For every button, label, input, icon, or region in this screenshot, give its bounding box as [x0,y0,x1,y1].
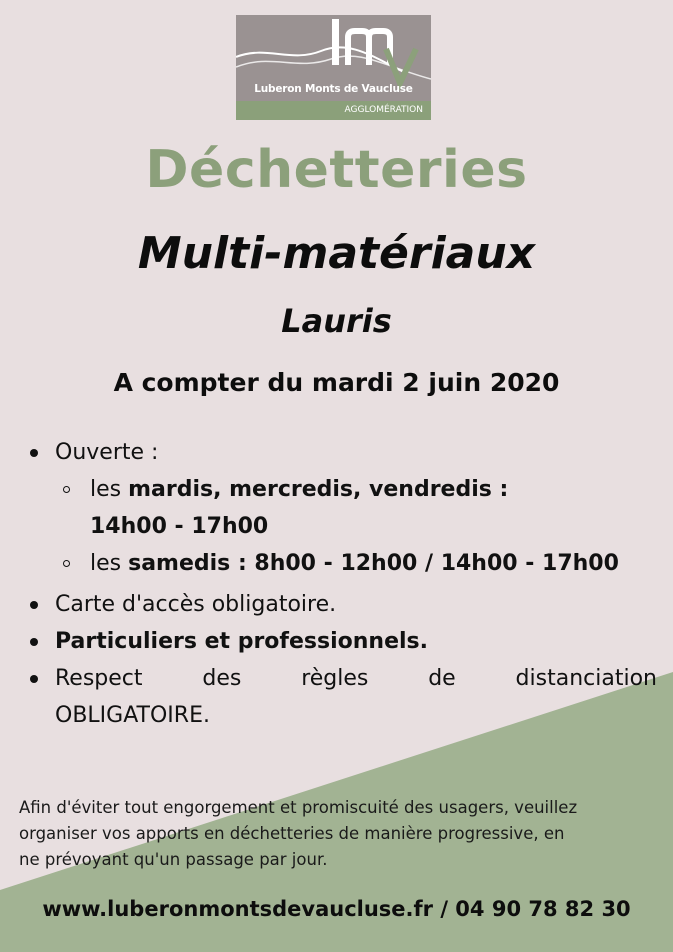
bullet-disc [30,638,38,646]
schedule-prefix: les [90,477,129,502]
list-item-open: Ouverte : [55,440,159,465]
page-title: Déchetteries [145,140,528,200]
logo-name: Luberon Monts de Vaucluse [254,83,413,95]
schedule-days: mardis, mercredis, vendredis : [128,477,509,502]
respect-word: règles [301,666,369,691]
respect-end: OBLIGATOIRE. [55,703,210,728]
list-item-respect [55,661,657,697]
list-item-schedule-weekdays [90,472,508,508]
schedule-hours-text: 8h00 - 12h00 / 14h00 - 17h00 [246,551,619,576]
list-item-schedule-saturday [90,546,619,582]
bullet-disc [30,449,38,457]
respect-word: de [428,666,456,691]
schedule-hours-text: 14h00 - 17h00 [90,514,269,539]
bullet-disc [30,601,38,609]
respect-word: distanciation [515,666,657,691]
respect-word: des [202,666,242,691]
schedule-prefix: les [90,551,129,576]
bullet-circle [63,486,70,493]
bullet-circle [63,560,70,567]
note-line: Afin d'éviter tout engorgement et promiscuité des usagers, veuillez [19,798,578,817]
note-line: organiser vos apports en déchetteries de manière progressive, en [19,824,565,843]
list-item-card: Carte d'accès obligatoire. [55,592,337,617]
list-item-audience: Particuliers et professionnels. [55,629,428,654]
schedule-days: samedis : [128,551,247,576]
respect-word: Respect [55,666,143,691]
logo-subtitle: AGGLOMÉRATION [236,101,431,120]
start-date: A compter du mardi 2 juin 2020 [113,368,560,397]
contact-footer: www.luberonmontsdevaucluse.fr / 04 90 78 82 30 [42,897,631,921]
schedule-hours [90,509,268,545]
page-subtitle: Multi-matériaux [137,228,536,279]
location-name: Lauris [281,302,392,340]
lmv-logo [236,15,431,120]
bullet-disc [30,675,38,683]
logo-graphic-panel [236,15,431,101]
note-line: ne prévoyant qu'un passage par jour. [19,850,328,869]
advice-paragraph [19,795,659,873]
